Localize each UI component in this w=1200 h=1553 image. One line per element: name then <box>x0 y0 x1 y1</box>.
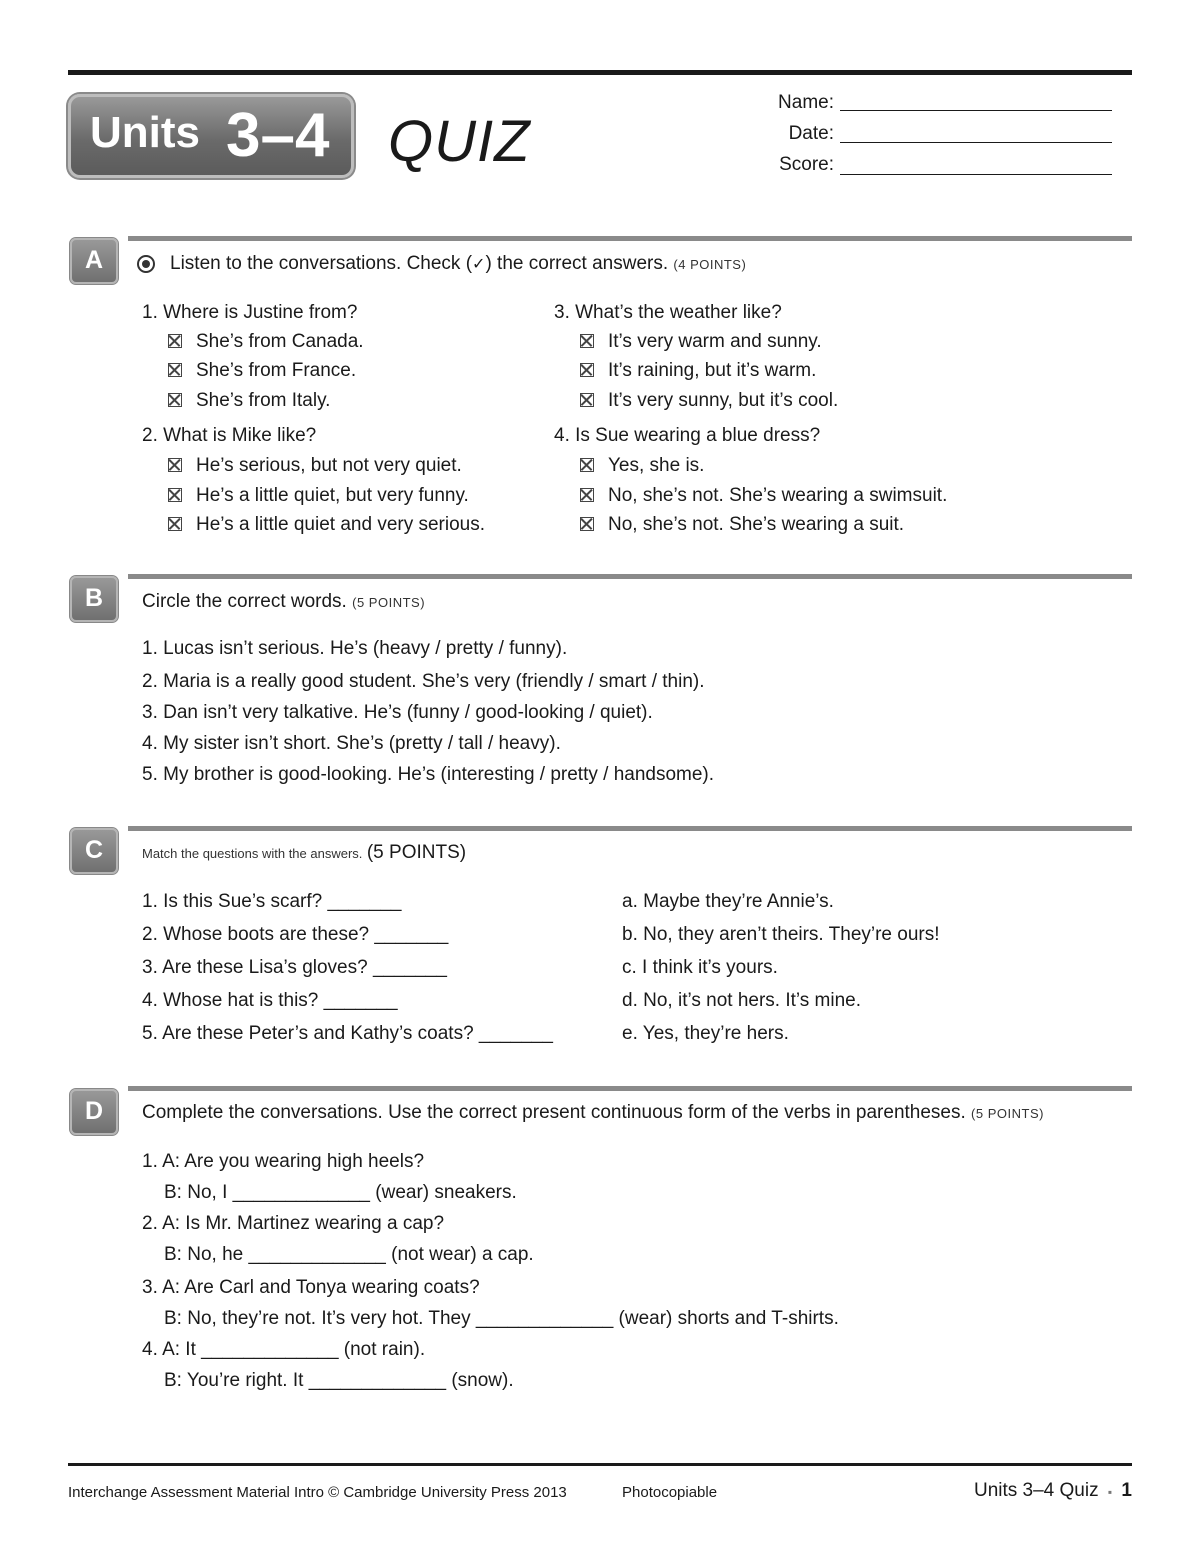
item-b5: 5. My brother is good-looking. He’s (interesting / pretty / handsome). <box>142 764 715 785</box>
question-a2: 2. What is Mike like? <box>142 425 317 446</box>
option-a3-3[interactable]: It’s very sunny, but it’s cool. <box>580 390 838 412</box>
match-answer-a: a. Maybe they’re Annie’s. <box>622 891 834 912</box>
question-a1: 1. Where is Justine from? <box>142 302 358 323</box>
section-a-badge: A <box>70 238 118 284</box>
match-answer-d: d. No, it’s not hers. It’s mine. <box>622 990 862 1011</box>
option-a4-1[interactable]: Yes, she is. <box>580 455 704 477</box>
match-question-5: 5. Are these Peter’s and Kathy’s coats? _______ <box>142 1023 553 1044</box>
checkbox-icon[interactable] <box>580 458 594 472</box>
section-b-badge: B <box>70 576 118 622</box>
section-d-points: (5 POINTS) <box>971 1106 1044 1121</box>
match-question-1: 1. Is this Sue’s scarf? _______ <box>142 891 402 912</box>
section-c-instruction: Match the questions with the answers. (5 POINTS) <box>142 842 467 863</box>
conversation-2-b: B: No, he _____________ (not wear) a cap. <box>164 1244 534 1265</box>
units-label: Units <box>90 108 200 157</box>
option-a1-3[interactable]: She’s from Italy. <box>168 390 330 412</box>
option-a1-2[interactable]: She’s from France. <box>168 360 356 382</box>
option-a4-2[interactable]: No, she’s not. She’s wearing a swimsuit. <box>580 485 947 507</box>
option-a2-3[interactable]: He’s a little quiet and very serious. <box>168 514 485 536</box>
conversation-2-a: 2. A: Is Mr. Martinez wearing a cap? <box>142 1213 445 1234</box>
score-label: Score: <box>779 154 834 175</box>
option-a1-1[interactable]: She’s from Canada. <box>168 331 364 353</box>
section-d-badge: D <box>70 1089 118 1135</box>
checkbox-icon[interactable] <box>168 517 182 531</box>
name-label: Name: <box>778 92 834 113</box>
checkbox-icon[interactable] <box>580 334 594 348</box>
section-d-instruction: Complete the conversations. Use the correct present continuous form of the verbs in parentheses. (5 POINTS) <box>142 1102 1044 1123</box>
match-question-2: 2. Whose boots are these? _______ <box>142 924 449 945</box>
option-a3-2[interactable]: It’s raining, but it’s warm. <box>580 360 816 382</box>
match-question-3: 3. Are these Lisa’s gloves? _______ <box>142 957 447 978</box>
checkbox-icon[interactable] <box>168 393 182 407</box>
date-label: Date: <box>788 123 834 144</box>
question-a4: 4. Is Sue wearing a blue dress? <box>554 425 821 446</box>
score-field[interactable] <box>840 174 1112 175</box>
date-field[interactable] <box>840 142 1112 143</box>
photocopiable-text: Photocopiable <box>622 1484 718 1501</box>
option-a4-3[interactable]: No, she’s not. She’s wearing a suit. <box>580 514 904 536</box>
conversation-4-a: 4. A: It _____________ (not rain). <box>142 1339 426 1360</box>
separator-icon: ▪ <box>1107 1485 1113 1499</box>
item-b3: 3. Dan isn’t very talkative. He’s (funny / good-looking / quiet). <box>142 702 653 723</box>
item-b1: 1. Lucas isn’t serious. He’s (heavy / pretty / funny). <box>142 638 568 659</box>
checkbox-icon[interactable] <box>580 488 594 502</box>
section-c-rule <box>128 826 1132 831</box>
match-question-4: 4. Whose hat is this? _______ <box>142 990 398 1011</box>
name-field[interactable] <box>840 110 1112 111</box>
section-c-points: (5 POINTS) <box>366 842 467 863</box>
item-b4: 4. My sister isn’t short. She’s (pretty / tall / heavy). <box>142 733 561 754</box>
section-a-points: (4 POINTS) <box>673 257 747 272</box>
checkbox-icon[interactable] <box>168 363 182 377</box>
match-answer-c: c. I think it’s yours. <box>622 957 778 978</box>
conversation-3-a: 3. A: Are Carl and Tonya wearing coats? <box>142 1277 480 1298</box>
match-answer-b: b. No, they aren’t theirs. They’re ours! <box>622 924 940 945</box>
conversation-3-b: B: No, they’re not. It’s very hot. They _____________ (wear) shorts and T-shirts. <box>164 1308 839 1329</box>
section-a-rule <box>128 236 1132 241</box>
section-d-rule <box>128 1086 1132 1091</box>
checkbox-icon[interactable] <box>168 458 182 472</box>
copyright-text: Interchange Assessment Material Intro © Cambridge University Press 2013 <box>68 1484 567 1501</box>
conversation-1-b: B: No, I _____________ (wear) sneakers. <box>164 1182 517 1203</box>
top-rule <box>68 70 1132 75</box>
section-a-instruction: Listen to the conversations. Check (✓) the correct answers. (4 POINTS) <box>170 253 747 274</box>
section-b-rule <box>128 574 1132 579</box>
quiz-title: QUIZ <box>388 109 531 174</box>
option-a2-1[interactable]: He’s serious, but not very quiet. <box>168 455 462 477</box>
item-b2: 2. Maria is a really good student. She’s very (friendly / smart / thin). <box>142 671 705 692</box>
units-number: 3–4 <box>226 101 330 170</box>
bottom-rule <box>68 1463 1132 1466</box>
conversation-1-a: 1. A: Are you wearing high heels? <box>142 1151 425 1172</box>
checkbox-icon[interactable] <box>580 393 594 407</box>
conversation-4-b: B: You’re right. It _____________ (snow). <box>164 1370 514 1391</box>
checkbox-icon[interactable] <box>168 334 182 348</box>
section-b-instruction: Circle the correct words. (5 POINTS) <box>142 591 426 612</box>
units-banner <box>68 94 354 178</box>
page-footer-label: Units 3–4 Quiz ▪ 1 <box>973 1480 1132 1501</box>
section-c-badge: C <box>70 828 118 874</box>
option-a3-1[interactable]: It’s very warm and sunny. <box>580 331 822 353</box>
option-a2-2[interactable]: He’s a little quiet, but very funny. <box>168 485 469 507</box>
match-answer-e: e. Yes, they’re hers. <box>622 1023 789 1044</box>
audio-icon[interactable] <box>137 255 155 273</box>
checkbox-icon[interactable] <box>580 517 594 531</box>
check-icon: ✓ <box>472 256 486 273</box>
page-number: 1 <box>1121 1480 1132 1501</box>
question-a3: 3. What’s the weather like? <box>554 302 782 323</box>
section-b-points: (5 POINTS) <box>352 595 426 610</box>
checkbox-icon[interactable] <box>168 488 182 502</box>
checkbox-icon[interactable] <box>580 363 594 377</box>
